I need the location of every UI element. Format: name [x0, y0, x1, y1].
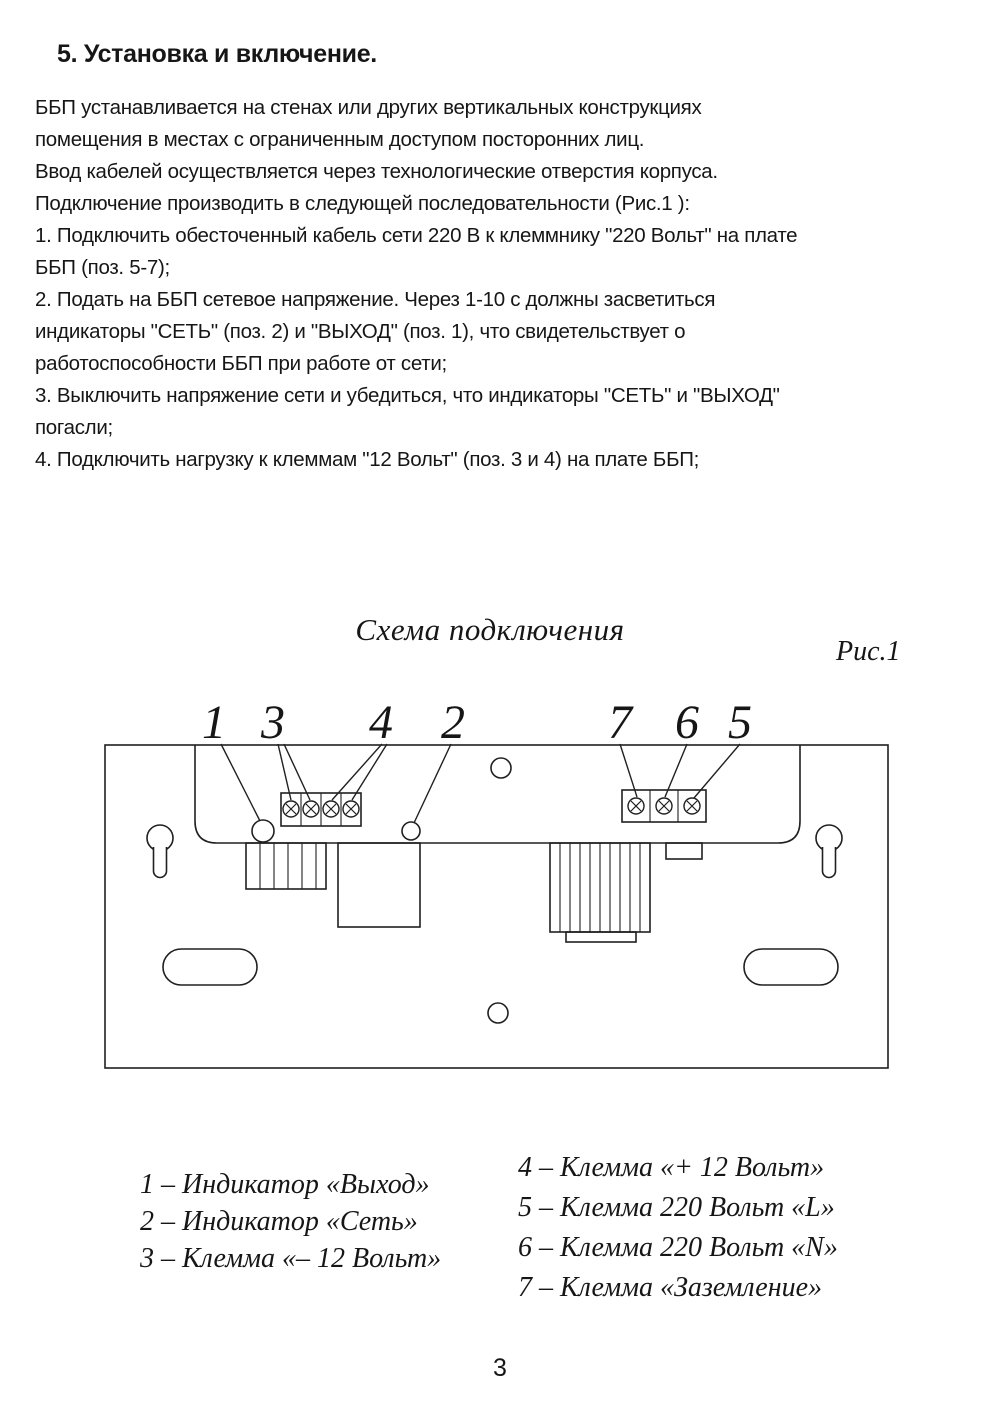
text-line: помещения в местах с ограниченным доступом посторонних лиц. [35, 128, 645, 151]
indicator-output [252, 820, 274, 842]
legend-item: 2 – Индикатор «Сеть» [140, 1206, 418, 1237]
text-line: ББП устанавливается на стенах или других вертикальных конструкциях [35, 96, 702, 119]
legend-item: 1 – Индикатор «Выход» [140, 1169, 430, 1200]
mounting-slot-right [744, 949, 838, 985]
text-line: ББП (поз. 5-7); [35, 256, 170, 279]
top-hole [491, 758, 511, 778]
bottom-hole [488, 1003, 508, 1023]
text-line: 4. Подключить нагрузку к клеммам "12 Вольт" (поз. 3 и 4) на плате ББП; [35, 448, 700, 471]
callout-6: 6 [675, 696, 699, 749]
text-line: Ввод кабелей осуществляется через технологические отверстия корпуса. [35, 160, 718, 183]
text-line: 1. Подключить обесточенный кабель сети 220 В к клеммнику "220 Вольт" на плате [35, 224, 798, 247]
text-line: индикаторы "СЕТЬ" (поз. 2) и "ВЫХОД" (поз. 1), что свидетельствует о [35, 320, 686, 343]
figure-title: Схема подключения [355, 612, 625, 647]
text-line: 2. Подать на ББП сетевое напряжение. Через 1-10 с должны засветиться [35, 288, 716, 311]
indicator-power [402, 822, 420, 840]
text-line: 3. Выключить напряжение сети и убедиться, что индикаторы "СЕТЬ" и "ВЫХОД" [35, 384, 780, 407]
callout-7: 7 [608, 696, 632, 749]
page-number: 3 [493, 1354, 507, 1382]
callout-1: 1 [202, 696, 226, 749]
text-line: Подключение производить в следующей последовательности (Рис.1 ): [35, 192, 690, 215]
callout-4: 4 [369, 696, 393, 749]
legend-item: 4 – Клемма «+ 12 Вольт» [518, 1152, 825, 1183]
callout-5: 5 [728, 696, 752, 749]
legend-item: 3 – Клемма «– 12 Вольт» [140, 1243, 442, 1274]
legend-item: 6 – Клемма 220 Вольт «N» [518, 1232, 838, 1263]
legend-item: 7 – Клемма «Заземление» [518, 1272, 823, 1303]
text-line: погасли; [35, 416, 113, 439]
text-line: работоспособности ББП при работе от сети; [35, 352, 447, 375]
wiring-diagram [0, 690, 1000, 1090]
mounting-slot-left [163, 949, 257, 985]
section-title: 5. Установка и включение. [57, 40, 377, 68]
legend-left-column [140, 1166, 441, 1277]
callout-2: 2 [441, 696, 465, 749]
callout-3: 3 [261, 696, 285, 749]
figure-label: Рис.1 [836, 636, 901, 667]
legend-right-column [518, 1148, 838, 1308]
body-text [35, 92, 797, 476]
legend-item: 5 – Клемма 220 Вольт «L» [518, 1192, 835, 1223]
